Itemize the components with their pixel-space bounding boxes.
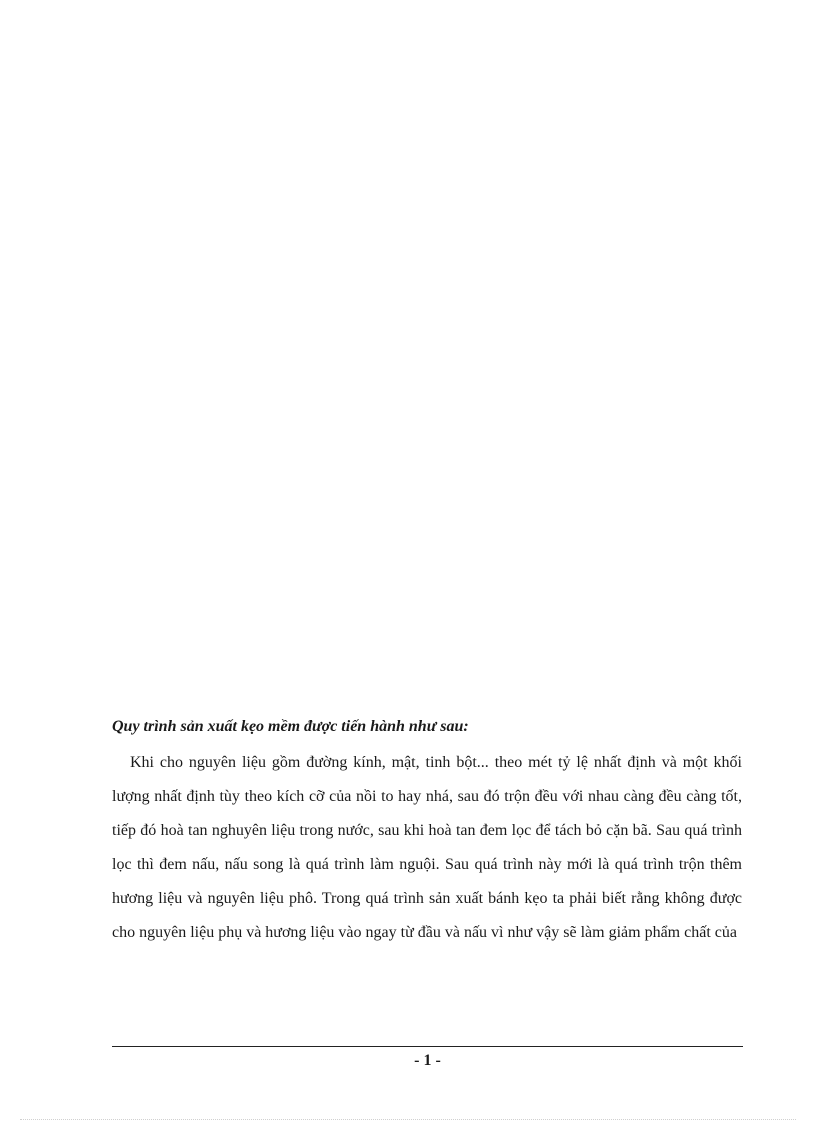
footer-divider [112,1046,743,1047]
section-heading: Quy trình sản xuất kẹo mềm được tiến hành như sau: [112,718,469,735]
page-content [112,716,742,950]
page-number: - 1 - [414,1052,441,1069]
page-bottom-edge [20,1119,796,1120]
body-paragraph: Khi cho nguyên liệu gồm đường kính, mật, tinh bột... theo mét tỷ lệ nhất định và một khối lượng nhất định tùy theo kích cỡ của nồi to hay nhá, sau đó trộn đều với nhau càng đều càng tốt, tiếp đó hoà tan nghuyên liệu trong nước, sau khi hoà tan đem lọc để tách bỏ cặn bã. Sau quá trình lọc thì đem nấu, nấu song là quá trình làm nguội. Sau quá trình này mới là quá trình trộn thêm hương liệu và nguyên liệu phô. Trong quá trình sản xuất bánh kẹo ta phải biết rằng không được cho nguyên liệu phụ và hương liệu vào ngay từ đầu và nấu vì như vậy sẽ làm giảm phẩm chất của [112,754,742,941]
